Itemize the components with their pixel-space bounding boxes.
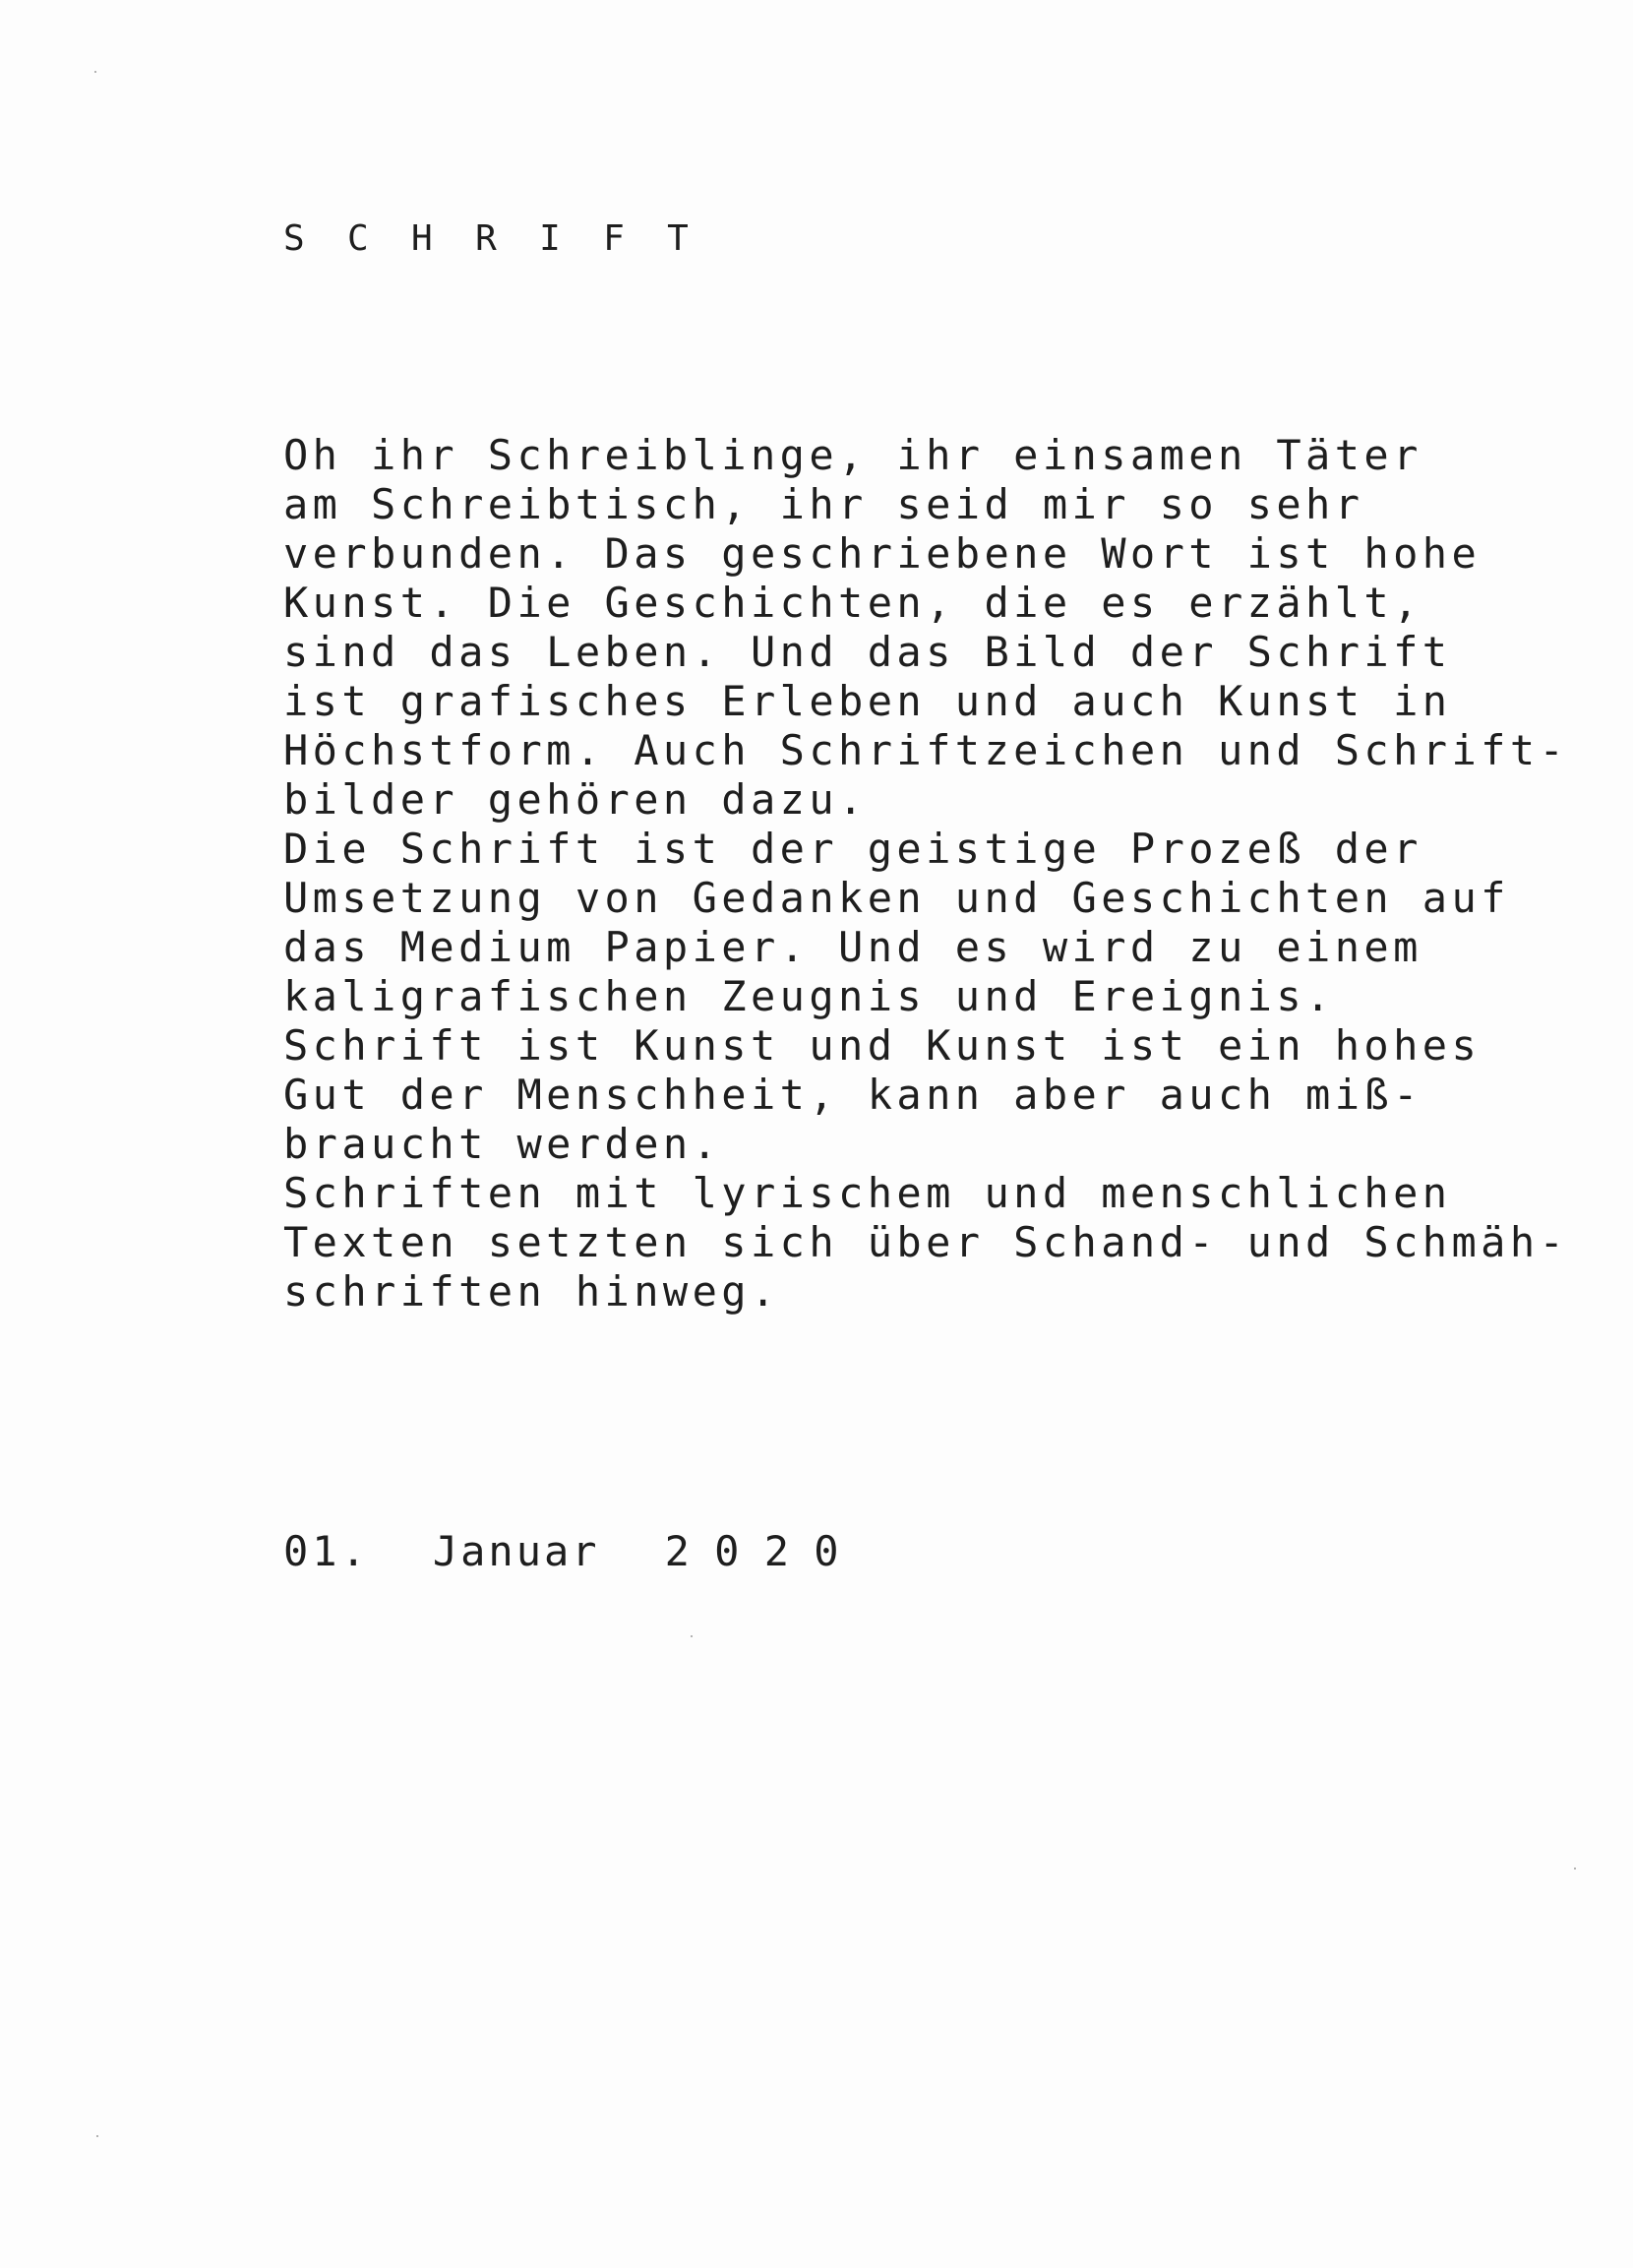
body-line: braucht werden. xyxy=(283,1120,722,1168)
date-day: 01. xyxy=(283,1527,370,1575)
scan-speck xyxy=(1574,1868,1576,1870)
document-title: S C H R I F T xyxy=(283,218,689,259)
body-line: sind das Leben. Und das Bild der Schrift xyxy=(283,628,1452,676)
body-line: Schrift ist Kunst und Kunst ist ein hohes xyxy=(283,1021,1482,1070)
body-line: kaligrafischen Zeugnis und Ereignis. xyxy=(283,972,1335,1020)
body-line: schriften hinweg. xyxy=(283,1267,780,1316)
body-line: das Medium Papier. Und es wird zu einem xyxy=(283,923,1422,971)
date-month: Januar xyxy=(432,1527,600,1575)
body-line: Die Schrift ist der geistige Prozeß der xyxy=(283,825,1422,873)
body-line: Gut der Menschheit, kann aber auch miß- xyxy=(283,1071,1422,1119)
document-date xyxy=(283,1527,839,1576)
body-line: ist grafisches Erleben und auch Kunst in xyxy=(283,677,1452,725)
date-year: 2 0 2 0 xyxy=(664,1527,839,1575)
body-line: Schriften mit lyrischem und menschlichen xyxy=(283,1169,1452,1217)
body-line: Höchstform. Auch Schriftzeichen und Schrift- xyxy=(283,726,1569,774)
scan-speck xyxy=(96,2135,98,2137)
scan-speck xyxy=(94,71,96,73)
body-line: verbunden. Das geschriebene Wort ist hohe xyxy=(283,529,1482,578)
document-body xyxy=(283,431,1568,1317)
body-line: Kunst. Die Geschichten, die es erzählt, xyxy=(283,579,1422,627)
body-line: Texten setzten sich über Schand- und Schmäh- xyxy=(283,1218,1569,1266)
body-line: Oh ihr Schreiblinge, ihr einsamen Täter xyxy=(283,431,1422,479)
body-line: bilder gehören dazu. xyxy=(283,775,868,824)
body-line: am Schreibtisch, ihr seid mir so sehr xyxy=(283,480,1364,528)
body-line: Umsetzung von Gedanken und Geschichten auf xyxy=(283,874,1510,922)
scan-speck xyxy=(691,1635,693,1637)
